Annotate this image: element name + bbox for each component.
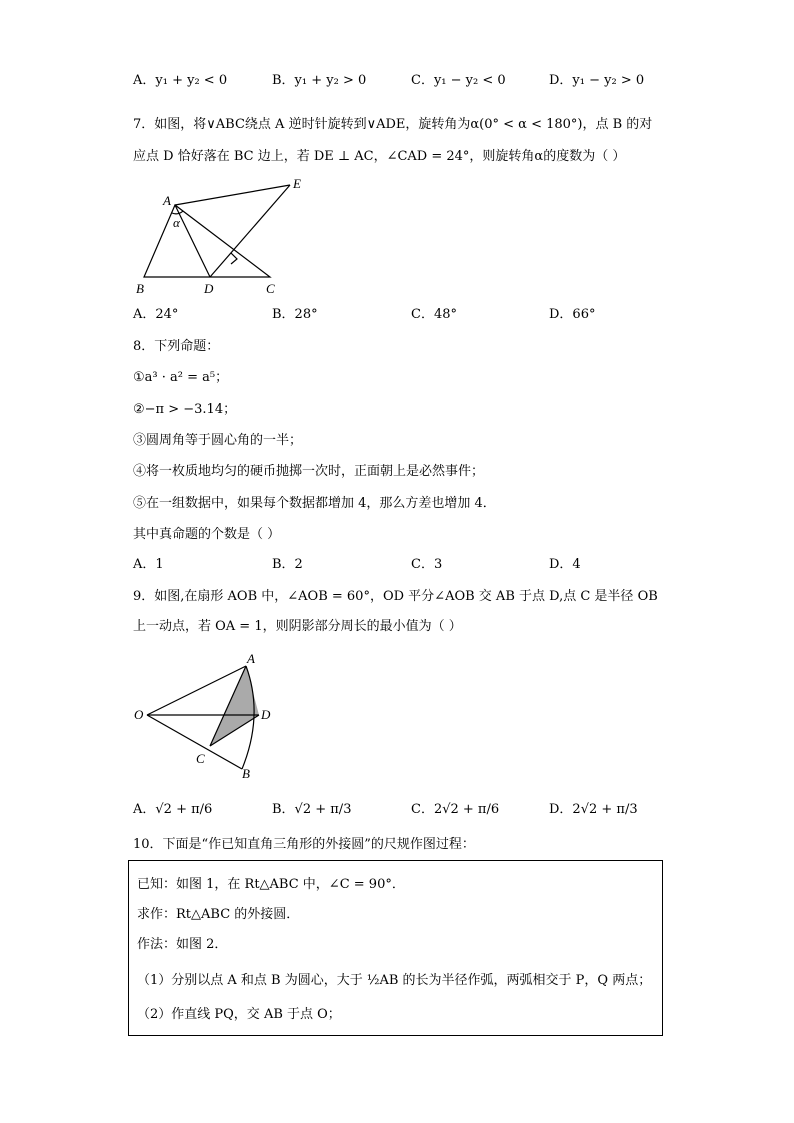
q7-stem-line1: 7．如图，将∨ABC绕点 A 逆时针旋转到∨ADE，旋转角为α(0° < α < 180°)，点 B 的对 xyxy=(133,117,653,132)
label-c: C xyxy=(196,751,205,766)
q7-option-a: A．24° xyxy=(133,307,179,322)
q8-option-c: C．3 xyxy=(411,557,443,572)
q8-option-b: B．2 xyxy=(272,557,303,572)
q7-option-b: B．28° xyxy=(272,307,318,322)
q8-item-1: ①a³ · a² = a⁵； xyxy=(133,370,229,385)
q10-construction-box xyxy=(128,860,663,1036)
q10-construct: 求作：Rt△ABC 的外接圆． xyxy=(137,907,300,922)
segment-ae xyxy=(175,185,290,205)
label-c: C xyxy=(266,281,275,296)
q10-stem: 10．下面是“作已知直角三角形的外接圆”的尺规作图过程： xyxy=(133,837,475,852)
q7-figure xyxy=(130,175,310,300)
q10-method: 作法：如图 2． xyxy=(137,937,228,952)
right-angle-mark xyxy=(231,253,237,264)
segment-ad xyxy=(175,205,210,277)
q10-given: 已知：如图 1，在 Rt△ABC 中，∠C = 90°． xyxy=(137,877,405,892)
q7-option-d: D．66° xyxy=(549,307,596,322)
q8-item-3: ③圆周角等于圆心角的一半； xyxy=(133,433,303,448)
label-a: A xyxy=(163,193,171,208)
q9-stem-line1: 9．如图,在扇形 AOB 中，∠AOB = 60°，OD 平分∠AOB 交 AB 于点 D,点 C 是半径 OB xyxy=(133,589,658,604)
q8-stem: 8．下列命题： xyxy=(133,339,220,354)
segment-de xyxy=(210,185,290,277)
q6-option-b: B．y₁ + y₂ > 0 xyxy=(272,73,367,88)
label-d: D xyxy=(204,281,214,296)
q6-option-a: A．y₁ + y₂ < 0 xyxy=(133,73,228,88)
q9-option-b: B．√2 + π/3 xyxy=(272,802,352,817)
label-b: B xyxy=(242,766,250,781)
label-a: A xyxy=(247,651,255,666)
q8-option-a: A．1 xyxy=(133,557,164,572)
label-b: B xyxy=(136,281,144,296)
label-e: E xyxy=(293,176,301,191)
q6-option-d: D．y₁ − y₂ > 0 xyxy=(549,73,645,88)
q10-step-1: （1）分别以点 A 和点 B 为圆心，大于 ½AB 的长为半径作弧，两弧相交于 P，Q 两点； xyxy=(137,973,652,988)
q7-stem-line2: 应点 D 恰好落在 BC 边上，若 DE ⊥ AC，∠CAD = 24°，则旋转角α的度数为（ ） xyxy=(133,149,626,164)
q9-figure xyxy=(128,645,288,785)
label-o: O xyxy=(134,707,144,722)
q9-option-c: C．2√2 + π/6 xyxy=(411,802,500,817)
q9-option-d: D．2√2 + π/3 xyxy=(549,802,638,817)
q9-stem-line2: 上一动点，若 OA = 1，则阴影部分周长的最小值为（ ） xyxy=(133,619,462,634)
q8-item-2: ②−π > −3.14； xyxy=(133,402,237,417)
q9-option-a: A．√2 + π/6 xyxy=(133,802,213,817)
label-alpha: α xyxy=(173,215,180,230)
triangle-abc xyxy=(144,205,270,277)
q8-question: 其中真命题的个数是（ ） xyxy=(133,527,281,542)
q6-option-c: C．y₁ − y₂ < 0 xyxy=(411,73,506,88)
q7-option-c: C．48° xyxy=(411,307,457,322)
q10-step-2: （2）作直线 PQ，交 AB 于点 O； xyxy=(137,1007,341,1022)
q8-option-d: D．4 xyxy=(549,557,581,572)
label-d: D xyxy=(261,707,271,722)
q8-item-4: ④将一枚质地均匀的硬币抛掷一次时，正面朝上是必然事件； xyxy=(133,464,485,479)
q8-item-5: ⑤在一组数据中，如果每个数据都增加 4，那么方差也增加 4． xyxy=(133,496,496,511)
